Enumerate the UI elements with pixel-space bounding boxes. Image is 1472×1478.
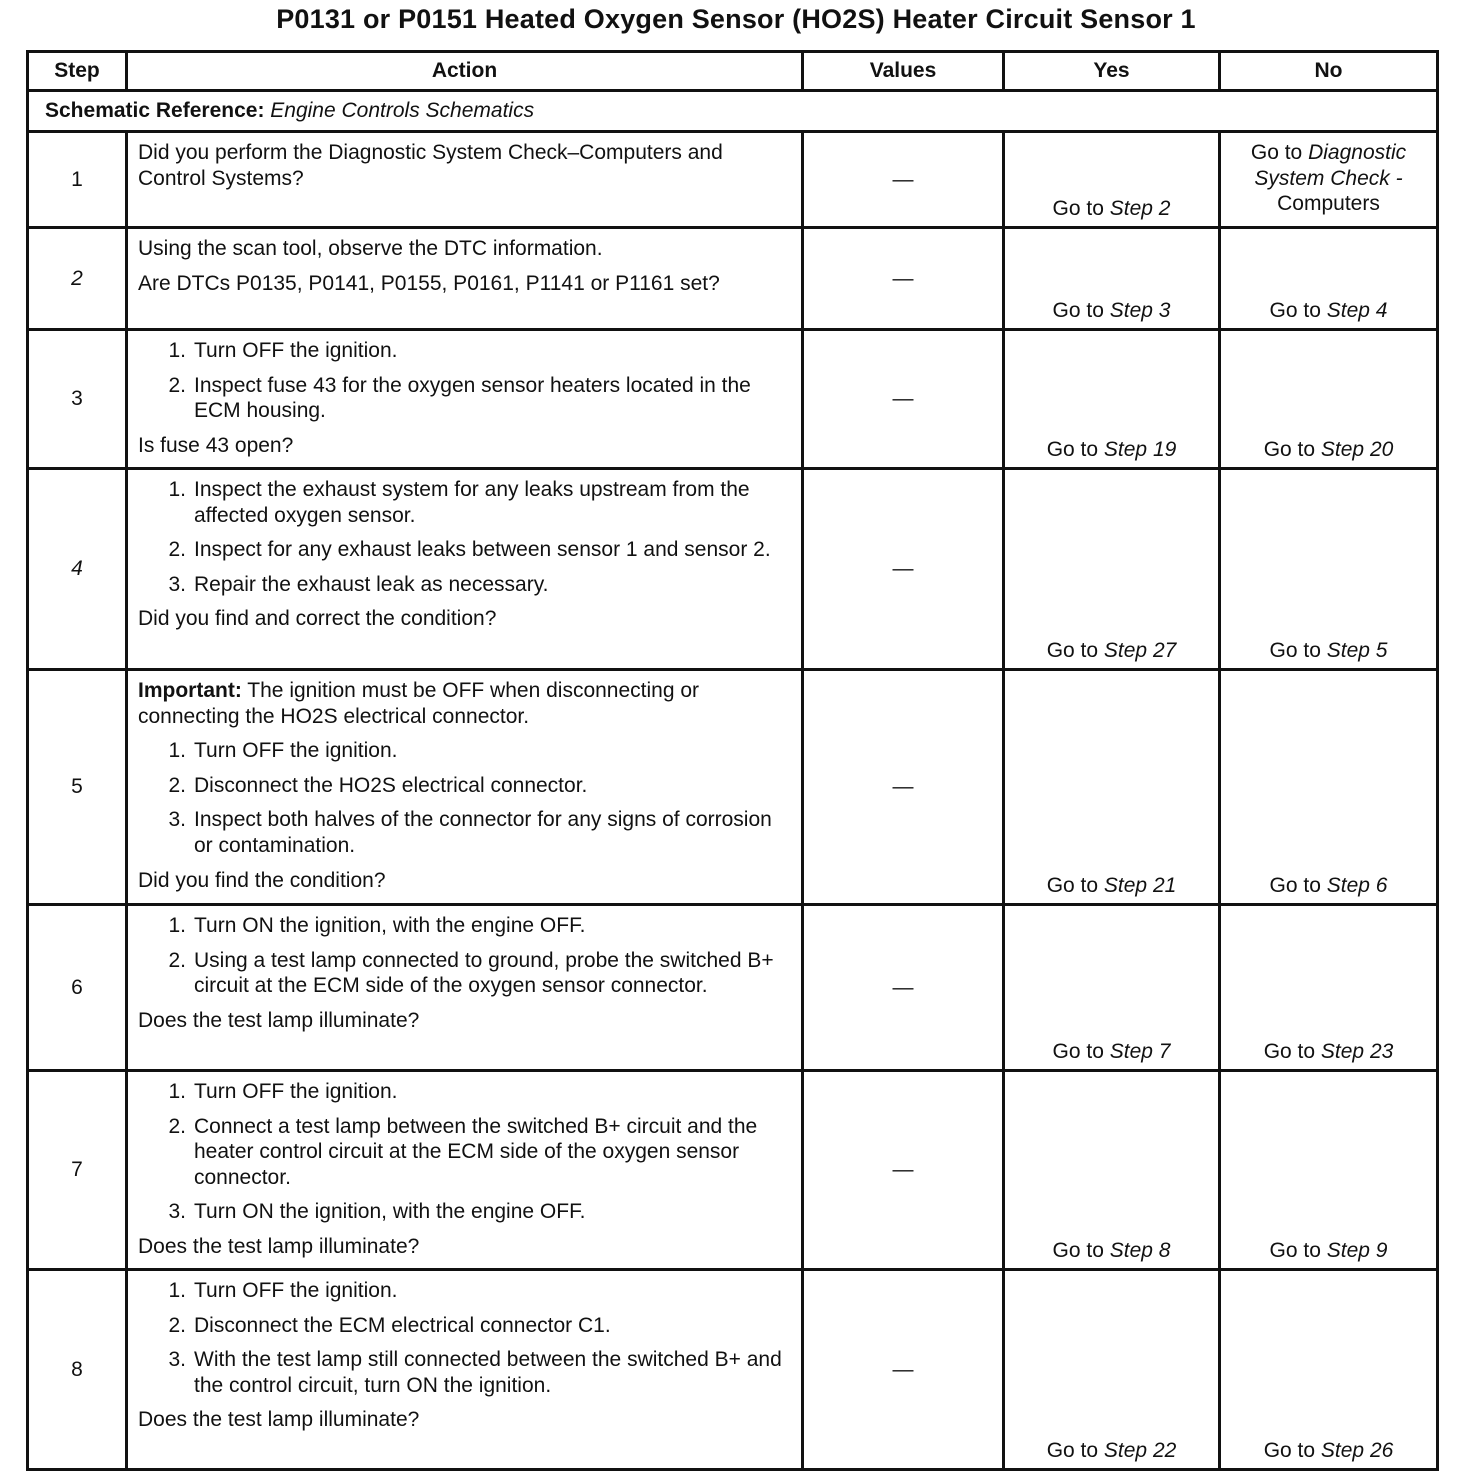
schematic-reference-row [28, 91, 1438, 132]
action-item-text: Turn OFF the ignition. [194, 1279, 398, 1302]
yes-cell [1004, 1071, 1220, 1270]
yes-prefix: Go to [1046, 1439, 1099, 1463]
action-cell [127, 469, 803, 670]
action-question: Does the test lamp illuminate? [138, 1008, 420, 1032]
action-cell [127, 905, 803, 1071]
values-cell: — [803, 1071, 1004, 1270]
header-step: Step [28, 52, 127, 91]
header-yes: Yes [1004, 52, 1220, 91]
action-question: Did you find and correct the condition? [138, 607, 497, 631]
action-item-text: Inspect fuse 43 for the oxygen sensor heaters located in the ECM housing. [194, 373, 751, 423]
table-row [28, 1270, 1438, 1470]
action-item-text: Repair the exhaust leak as necessary. [194, 572, 549, 596]
step-number: 3 [28, 330, 127, 469]
no-prefix: Go to [1269, 1239, 1321, 1263]
schematic-reference-link[interactable]: Engine Controls Schematics [270, 99, 535, 123]
page-title: P0131 or P0151 Heated Oxygen Sensor (HO2S) Heater Circuit Sensor 1 [276, 4, 1196, 34]
yes-prefix: Go to [1046, 639, 1099, 663]
yes-cell [1004, 905, 1220, 1071]
action-list-item: 2. Connect a test lamp between the switched B+ circuit and the heater control circuit at the ECM side of the oxygen sensor connector. [138, 1114, 793, 1191]
action-list-item: 1. Turn OFF the ignition. [138, 1079, 793, 1105]
yes-cell [1004, 132, 1220, 228]
values-cell: — [803, 469, 1004, 670]
step-number: 6 [28, 905, 127, 1071]
no-cell [1220, 1071, 1438, 1270]
action-list-item: 1. Inspect the exhaust system for any leaks upstream from the affected oxygen sensor. [138, 477, 793, 528]
no-prefix: Go to [1269, 299, 1321, 323]
header-row [28, 52, 1438, 91]
action-list-item: 3. Inspect both halves of the connector for any signs of corrosion or contamination. [138, 807, 793, 858]
action-question: Did you find the condition? [138, 868, 386, 892]
action-item-text: Inspect the exhaust system for any leaks upstream from the affected oxygen sensor. [194, 478, 750, 527]
action-cell [127, 670, 803, 905]
schematic-reference [28, 91, 1438, 132]
no-prefix: Go to [1263, 438, 1316, 462]
action-item-text: Turn OFF the ignition. [194, 339, 398, 362]
action-list-item: 2. Using a test lamp connected to ground, probe the switched B+ circuit at the ECM side of the oxygen sensor connector. [138, 948, 793, 999]
action-cell [127, 132, 803, 228]
no-link[interactable]: Step 26 [1320, 1439, 1394, 1463]
no-cell [1220, 330, 1438, 469]
action-item-text: Connect a test lamp between the switched B+ circuit and the heater control circuit at the ECM side of the oxygen sensor connector. [194, 1114, 758, 1189]
important-text: The ignition must be OFF when disconnecting or connecting the HO2S electrical connector. [138, 679, 700, 728]
yes-link[interactable]: Step 3 [1109, 299, 1171, 323]
no-prefix: Go to [1263, 1040, 1316, 1064]
action-question: Does the test lamp illuminate? [138, 1408, 420, 1432]
values-cell: — [803, 330, 1004, 469]
no-suffix: Computers [1277, 192, 1380, 216]
action-list-item: 3. Turn ON the ignition, with the engine OFF. [138, 1199, 793, 1225]
yes-link[interactable]: Step 19 [1103, 438, 1177, 462]
table-row [28, 228, 1438, 330]
yes-cell [1004, 228, 1220, 330]
step-number: 4 [28, 469, 127, 670]
no-prefix: Go to [1269, 639, 1321, 663]
action-list-item: 1. Turn OFF the ignition. [138, 1278, 793, 1304]
action-item-text: Turn ON the ignition, with the engine OFF. [194, 1200, 586, 1224]
action-item-text: Inspect both halves of the connector for any signs of corrosion or contamination. [194, 808, 772, 858]
action-item-text: Using a test lamp connected to ground, probe the switched B+ circuit at the ECM side of the oxygen sensor connector. [194, 948, 774, 998]
important-note [138, 678, 793, 729]
action-list-item: 2. Disconnect the HO2S electrical connector. [138, 773, 793, 799]
action-cell [127, 1071, 803, 1270]
schematic-reference-label: Schematic Reference: [45, 99, 265, 123]
action-list-item: 2. Disconnect the ECM electrical connector C1. [138, 1313, 793, 1339]
action-question: Does the test lamp illuminate? [138, 1235, 420, 1259]
action-list-item: 1. Turn OFF the ignition. [138, 338, 793, 364]
no-link[interactable]: Step 9 [1326, 1239, 1388, 1263]
action-cell [127, 228, 803, 330]
header-values: Values [803, 52, 1004, 91]
yes-cell [1004, 670, 1220, 905]
no-prefix: Go to [1263, 1439, 1316, 1463]
header-action: Action [127, 52, 803, 91]
action-item-text: Inspect for any exhaust leaks between sensor 1 and sensor 2. [194, 538, 771, 562]
yes-link[interactable]: Step 7 [1109, 1040, 1171, 1064]
table-row [28, 1071, 1438, 1270]
no-link[interactable]: Diagnostic System Check - [1254, 141, 1407, 190]
action-item-text: Turn OFF the ignition. [194, 1080, 398, 1103]
step-number: 7 [28, 1071, 127, 1270]
no-link[interactable]: Step 4 [1326, 299, 1388, 323]
step-number: 8 [28, 1270, 127, 1470]
action-list-item: 2. Inspect for any exhaust leaks between sensor 1 and sensor 2. [138, 537, 793, 563]
yes-cell [1004, 1270, 1220, 1470]
header-no: No [1220, 52, 1438, 91]
table-row [28, 330, 1438, 469]
yes-link[interactable]: Step 2 [1109, 197, 1171, 221]
table-row [28, 905, 1438, 1071]
no-link[interactable]: Step 6 [1326, 874, 1388, 898]
action-text: Did you perform the Diagnostic System Check–Computers and Control Systems? [138, 141, 723, 190]
yes-prefix: Go to [1052, 1040, 1104, 1064]
action-list-item: 1. Turn OFF the ignition. [138, 738, 793, 764]
action-question: Are DTCs P0135, P0141, P0155, P0161, P1141 or P1161 set? [138, 271, 720, 295]
yes-link[interactable]: Step 27 [1103, 639, 1177, 663]
action-list-item: 3. Repair the exhaust leak as necessary. [138, 572, 793, 598]
no-prefix: Go to [1250, 141, 1303, 164]
action-text: Using the scan tool, observe the DTC information. [138, 237, 603, 260]
yes-cell [1004, 330, 1220, 469]
action-cell [127, 330, 803, 469]
yes-prefix: Go to [1046, 874, 1099, 898]
table-row [28, 132, 1438, 228]
no-link[interactable]: Step 23 [1320, 1040, 1394, 1064]
values-cell: — [803, 132, 1004, 228]
action-cell [127, 1270, 803, 1470]
values-cell: — [803, 670, 1004, 905]
action-item-text: Turn ON the ignition, with the engine OFF. [194, 914, 586, 937]
values-cell: — [803, 228, 1004, 330]
action-question: Is fuse 43 open? [138, 433, 294, 457]
table-row [28, 670, 1438, 905]
yes-prefix: Go to [1052, 299, 1104, 323]
action-item-text: Disconnect the HO2S electrical connector. [194, 773, 588, 797]
yes-link[interactable]: Step 8 [1109, 1239, 1171, 1263]
no-cell [1220, 469, 1438, 670]
step-number: 1 [28, 132, 127, 228]
no-cell [1220, 228, 1438, 330]
yes-prefix: Go to [1052, 197, 1104, 221]
important-label: Important: [138, 679, 242, 702]
no-link[interactable]: Step 20 [1320, 438, 1394, 462]
yes-prefix: Go to [1052, 1239, 1104, 1263]
action-item-text: With the test lamp still connected between the switched B+ and the control circuit, turn ON the ignition. [194, 1348, 782, 1397]
action-item-text: Turn OFF the ignition. [194, 739, 398, 763]
no-link[interactable]: Step 5 [1326, 639, 1388, 663]
values-cell: — [803, 905, 1004, 1071]
yes-link[interactable]: Step 21 [1103, 874, 1177, 898]
action-list-item: 1. Turn ON the ignition, with the engine OFF. [138, 913, 793, 939]
yes-cell [1004, 469, 1220, 670]
values-cell: — [803, 1270, 1004, 1470]
diagnostic-table [26, 50, 1439, 1471]
no-cell [1220, 670, 1438, 905]
action-list-item: 2. Inspect fuse 43 for the oxygen sensor heaters located in the ECM housing. [138, 373, 793, 424]
step-number: 2 [28, 228, 127, 330]
no-cell [1220, 132, 1438, 228]
action-item-text: Disconnect the ECM electrical connector C1. [194, 1313, 611, 1337]
yes-prefix: Go to [1046, 438, 1099, 462]
no-cell [1220, 1270, 1438, 1470]
no-cell [1220, 905, 1438, 1071]
table-row [28, 469, 1438, 670]
no-prefix: Go to [1269, 874, 1321, 898]
yes-link[interactable]: Step 22 [1103, 1439, 1177, 1463]
action-list-item: 3. With the test lamp still connected between the switched B+ and the control circuit, turn ON the ignition. [138, 1347, 793, 1398]
step-number: 5 [28, 670, 127, 905]
